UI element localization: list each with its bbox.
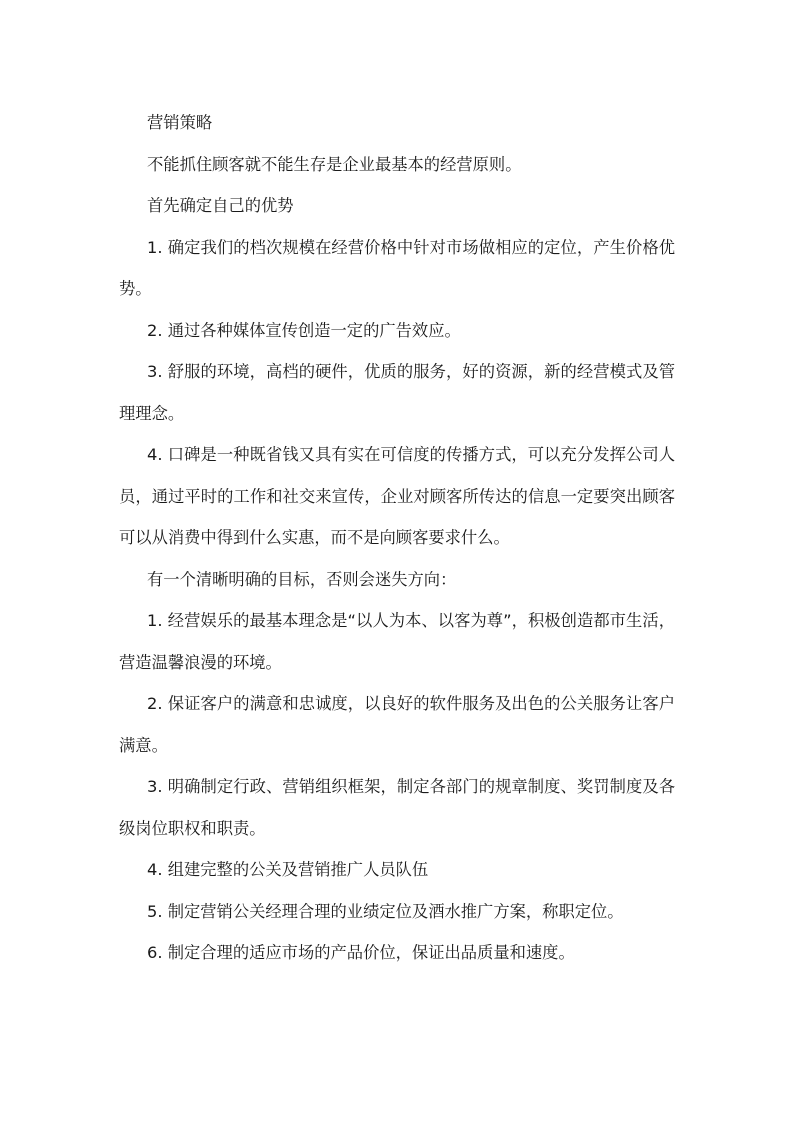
paragraph: 不能抓住顾客就不能生存是企业最基本的经营原则。 — [147, 154, 522, 174]
list-item-goal-3: 3. 明确制定行政、营销组织框架，制定各部门的规章制度、奖罚制度及各级岗位职权和职责。 — [119, 777, 675, 838]
section-heading-advantages: 首先确定自己的优势 — [147, 196, 294, 215]
section-heading-goals: 有一个清晰明确的目标，否则会迷失方向： — [147, 569, 457, 589]
list-item-goal-5: 5. 制定营销公关经理合理的业绩定位及酒水推广方案，称职定位。 — [147, 901, 624, 921]
list-item-goal-2: 2. 保证客户的满意和忠诚度，以良好的软件服务及出色的公关服务让客户满意。 — [119, 694, 675, 755]
list-item-advantage-4: 4. 口碑是一种既省钱又具有实在可信度的传播方式，可以充分发挥公司人员，通过平时的工作和社交来宣传，企业对顾客所传达的信息一定要突出顾客可以从消费中得到什么实惠，而不是向顾客要求什么。 — [119, 445, 675, 547]
list-item-advantage-3: 3. 舒服的环境，高档的硬件，优质的服务，好的资源，新的经营模式及管理理念。 — [119, 362, 675, 423]
heading-marketing-strategy: 营销策略 — [147, 113, 213, 132]
document-body — [119, 102, 675, 974]
list-item-goal-6: 6. 制定合理的适应市场的产品价位，保证出品质量和速度。 — [147, 943, 575, 962]
list-item-advantage-2: 2. 通过各种媒体宣传创造一定的广告效应。 — [147, 320, 461, 340]
list-item-goal-1: 1. 经营娱乐的最基本理念是“以人为本、以客为尊”，积极创造都市生活，营造温馨浪漫的环境。 — [119, 611, 675, 672]
list-item-advantage-1: 1. 确定我们的档次规模在经营价格中针对市场做相应的定位，产生价格优势。 — [119, 237, 675, 298]
list-item-goal-4: 4. 组建完整的公关及营销推广人员队伍 — [147, 860, 429, 879]
